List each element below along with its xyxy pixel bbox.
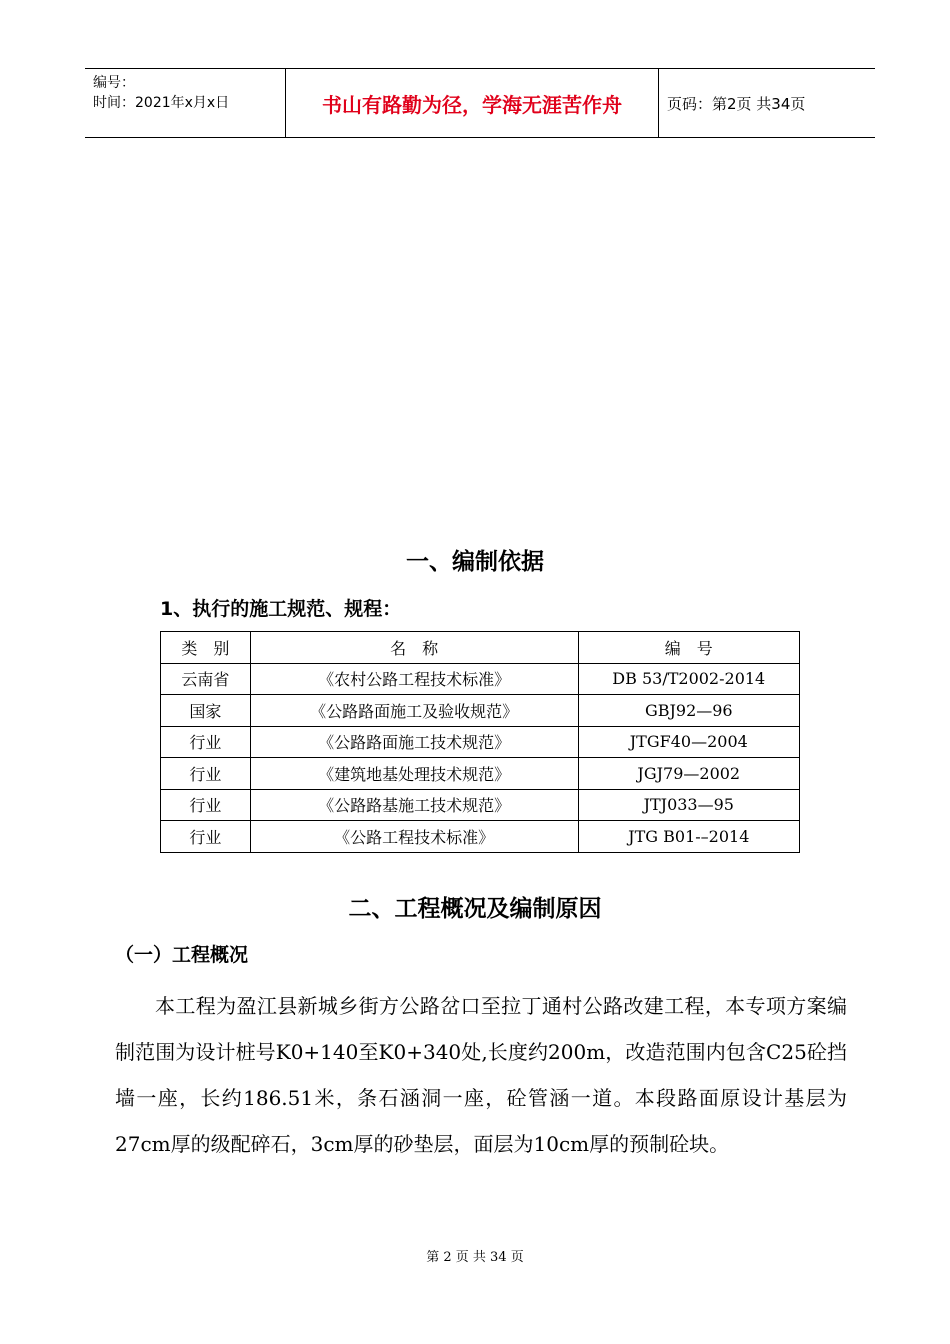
table-row: [161, 821, 800, 853]
column-header-code: 编 号: [578, 632, 799, 664]
table-row: [161, 758, 800, 790]
table-cell-name: 《公路路基施工技术规范》: [250, 789, 578, 821]
table-row: [161, 789, 800, 821]
table-cell-category: 行业: [161, 726, 251, 758]
table-cell-name: 《公路路面施工及验收规范》: [250, 695, 578, 727]
date-label: 时间：2021年x月x日: [93, 95, 230, 111]
table-cell-code: JTGF40—2004: [578, 726, 799, 758]
table-header-row: [161, 632, 800, 664]
section-title-basis: 一、编制依据: [406, 549, 544, 575]
table-cell-name: 《建筑地基处理技术规范》: [250, 758, 578, 790]
table-row: [161, 695, 800, 727]
table-cell-code: DB 53/T2002-2014: [578, 663, 799, 695]
spec-table: [160, 631, 800, 853]
table-cell-category: 云南省: [161, 663, 251, 695]
table-cell-category: 国家: [161, 695, 251, 727]
column-header-category: 类 别: [161, 632, 251, 664]
header-meta: [93, 73, 288, 113]
paragraph-text: 本工程为盈江县新城乡街方公路岔口至拉丁通村公路改建工程，本专项方案编制范围为设计桩号K0+140至K0+340处,长度约200m，改造范围内包含C25砼挡墙一座，长约186.51米，条石涵洞一座，砼管涵一道。本段路面原设计基层为27cm厚的级配碎石，3cm厚的砂垫层，面层为10cm厚的预制砼块。: [115, 994, 847, 1156]
number-label: 编号：: [93, 75, 135, 91]
table-cell-code: JGJ79—2002: [578, 758, 799, 790]
table-cell-name: 《公路工程技术标准》: [250, 821, 578, 853]
table-cell-code: JTJ033—95: [578, 789, 799, 821]
table-cell-category: 行业: [161, 821, 251, 853]
page-header: [85, 68, 875, 138]
column-header-name: 名 称: [250, 632, 578, 664]
table-cell-category: 行业: [161, 758, 251, 790]
table-cell-name: 《公路路面施工技术规范》: [250, 726, 578, 758]
table-cell-category: 行业: [161, 789, 251, 821]
table-row: [161, 726, 800, 758]
table-cell-code: GBJ92—96: [578, 695, 799, 727]
subsection-title-specs: 1、执行的施工规范、规程：: [160, 598, 402, 620]
page-footer: 第 2 页 共 34 页: [426, 1250, 524, 1265]
header-page-info: 页码：第2页 共34页: [667, 94, 806, 113]
table-cell-code: JTG B01-–2014: [578, 821, 799, 853]
section-title-overview: 二、工程概况及编制原因: [348, 896, 602, 922]
header-divider: [658, 69, 659, 137]
header-motto: 书山有路勤为径，学海无涯苦作舟: [322, 92, 622, 117]
table-row: [161, 663, 800, 695]
overview-paragraph: [115, 983, 847, 1167]
table-cell-name: 《农村公路工程技术标准》: [250, 663, 578, 695]
subsection-title-overview: （一）工程概况: [115, 944, 249, 966]
